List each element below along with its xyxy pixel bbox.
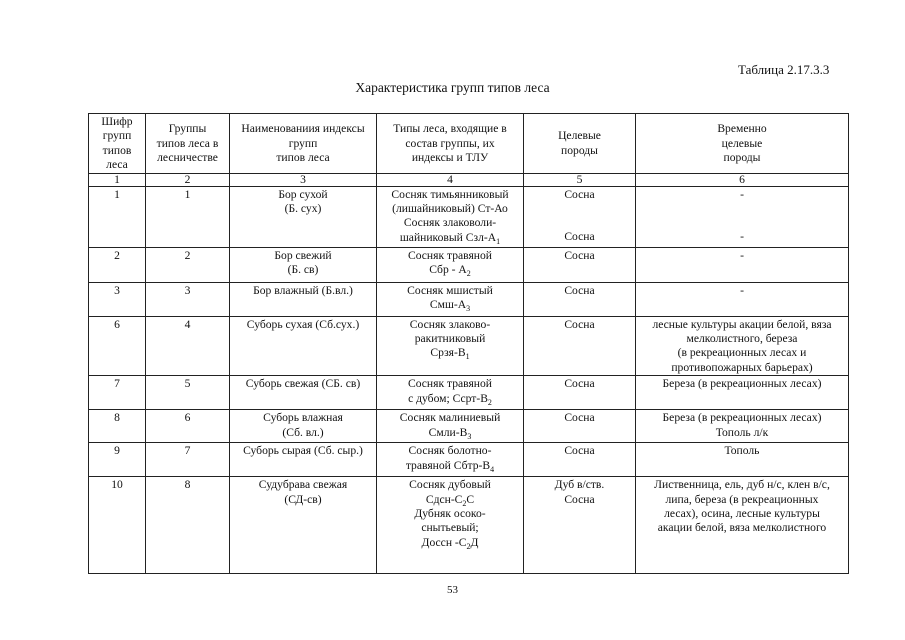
header-line: типов леса <box>276 151 330 165</box>
cell-text: Сбр - А <box>429 263 467 277</box>
table-row <box>89 186 849 247</box>
cell-text: ракитниковый <box>414 332 486 346</box>
cell-name <box>230 443 377 477</box>
cell-name <box>230 477 377 574</box>
cell-text: Суборь влажная <box>263 411 343 425</box>
cell-text: - <box>740 187 744 201</box>
cell-target-species <box>524 282 636 316</box>
cell-line <box>233 284 373 298</box>
cell-line <box>527 188 632 202</box>
cell-line <box>639 478 845 492</box>
cell-line <box>639 507 845 521</box>
cell-forest-types <box>377 477 524 574</box>
cell-line <box>380 298 520 312</box>
index-subscript: 3 <box>466 304 471 314</box>
cell-temporary-species <box>636 410 849 443</box>
cell-line <box>639 284 845 298</box>
cell-text: мелколистного, береза <box>686 332 798 346</box>
cell-text: Лиственница, ель, дуб н/с, клен в/с, <box>654 478 830 492</box>
cell-temporary-species <box>636 316 849 376</box>
table-row <box>89 376 849 410</box>
cell-group: 2 <box>146 247 230 282</box>
cell-temporary-species <box>636 282 849 316</box>
cell-text: Сосна <box>564 444 595 458</box>
cell-text: (СД-св) <box>284 492 322 506</box>
cell-line <box>233 444 373 458</box>
cell-text: Бор свежий <box>274 248 332 262</box>
cell-line <box>639 188 845 202</box>
cell-line <box>380 231 520 245</box>
cell-text: Сосняк тимьянниковый <box>391 187 509 201</box>
cell-text: Сосняк малиниевый <box>399 411 501 425</box>
cell-temporary-species <box>636 443 849 477</box>
cell-text: Сосняк дубовый <box>409 478 491 492</box>
cell-text: Сосна <box>564 411 595 425</box>
table-row <box>89 282 849 316</box>
cell-line <box>527 444 632 458</box>
cell-temporary-species <box>636 477 849 574</box>
cell-forest-types <box>377 247 524 282</box>
cell-line <box>380 493 520 507</box>
header-name <box>230 114 377 174</box>
cell-text: Сосна <box>564 187 595 201</box>
cell-line <box>527 377 632 391</box>
column-number: 1 <box>89 173 146 186</box>
cell-text: Сосна <box>564 283 595 297</box>
header-line: Целевые <box>558 129 601 143</box>
cell-line <box>380 332 520 346</box>
cell-group: 4 <box>146 316 230 376</box>
cell-text: Сосна <box>564 230 595 244</box>
index-subscript: 2 <box>466 269 471 279</box>
cell-temporary-species <box>636 247 849 282</box>
cell-line <box>639 318 845 332</box>
cell-text: с дубом; Ссрт-В <box>408 391 488 405</box>
cell-text: - <box>740 248 744 262</box>
cell-line <box>639 521 845 535</box>
header-temp <box>636 114 849 174</box>
cell-line <box>380 284 520 298</box>
cell-line <box>233 411 373 425</box>
cell-text: Сосняк болотно- <box>408 444 492 458</box>
cell-line <box>380 188 520 202</box>
cell-text: Береза (в рекреационных лесах) <box>662 377 822 391</box>
cell-line <box>380 411 520 425</box>
cell-line <box>639 426 845 440</box>
cell-text: Срзя-В <box>430 346 466 360</box>
header-line: Шифр <box>101 115 133 128</box>
cell-text: (Б. сух) <box>284 202 322 216</box>
cell-code: 8 <box>89 410 146 443</box>
table-number-label: Таблица 2.17.3.3 <box>738 62 830 77</box>
table-row <box>89 316 849 376</box>
index-subscript: 3 <box>467 431 472 441</box>
header-line: Типы леса, входящие в <box>393 122 507 136</box>
column-number: 2 <box>146 173 230 186</box>
cell-text: Тополь л/к <box>715 425 769 439</box>
cell-code: 7 <box>89 376 146 410</box>
index-subscript: 1 <box>465 352 470 362</box>
column-number: 3 <box>230 173 377 186</box>
cell-forest-types <box>377 282 524 316</box>
index-tail: С <box>466 492 475 506</box>
cell-target-species <box>524 376 636 410</box>
header-line: типов <box>102 143 132 157</box>
cell-line <box>527 249 632 263</box>
column-number: 5 <box>524 173 636 186</box>
cell-forest-types <box>377 186 524 247</box>
cell-line <box>639 249 845 263</box>
cell-text: Сдсн-С <box>425 492 463 506</box>
cell-text: Судубрава свежая <box>258 478 348 492</box>
header-line: Группы <box>168 122 207 136</box>
cell-text: снытьевый; <box>421 521 479 535</box>
page-number: 53 <box>447 584 458 596</box>
cell-target-species <box>524 443 636 477</box>
index-subscript: 1 <box>496 236 501 246</box>
cell-line <box>380 202 520 216</box>
cell-line <box>380 459 520 473</box>
cell-forest-types <box>377 443 524 477</box>
cell-group: 1 <box>146 186 230 247</box>
cell-line <box>639 361 845 375</box>
header-line: индексы и ТЛУ <box>411 151 489 165</box>
cell-temporary-species <box>636 186 849 247</box>
cell-group: 3 <box>146 282 230 316</box>
cell-line <box>527 284 632 298</box>
cell-text: (лишайниковый) Ст-Ао <box>392 202 508 216</box>
cell-code: 6 <box>89 316 146 376</box>
cell-text: Суборь сырая (Сб. сыр.) <box>243 444 363 458</box>
cell-temporary-species <box>636 376 849 410</box>
cell-text: Доссн -С <box>421 535 467 549</box>
cell-forest-types <box>377 376 524 410</box>
cell-line <box>380 478 520 492</box>
header-line: типов леса в <box>156 136 219 150</box>
cell-group: 7 <box>146 443 230 477</box>
header-line: породы <box>723 151 761 165</box>
cell-line <box>233 318 373 332</box>
forest-types-table <box>88 113 849 574</box>
header-types <box>377 114 524 174</box>
index-subscript: 4 <box>490 464 495 474</box>
header-target <box>524 114 636 174</box>
cell-line <box>639 332 845 346</box>
table-row <box>89 247 849 282</box>
cell-line <box>233 263 373 277</box>
cell-line <box>233 478 373 492</box>
cell-text: лесах), осина, лесные культуры <box>664 507 820 521</box>
cell-target-species <box>524 477 636 574</box>
cell-text: липа, береза (в рекреационных <box>665 492 819 506</box>
cell-text: Смли-В <box>428 425 468 439</box>
cell-line <box>380 263 520 277</box>
cell-line <box>233 426 373 440</box>
cell-code: 10 <box>89 477 146 574</box>
cell-text: Смш-А <box>429 298 467 312</box>
cell-text: Сосняк злаково- <box>409 317 491 331</box>
cell-target-species <box>524 186 636 247</box>
cell-text: Сосна <box>564 248 595 262</box>
cell-code: 9 <box>89 443 146 477</box>
cell-text: - <box>740 230 744 244</box>
cell-group: 8 <box>146 477 230 574</box>
header-row <box>89 114 849 174</box>
cell-text: - <box>740 283 744 297</box>
cell-name <box>230 376 377 410</box>
cell-line <box>380 426 520 440</box>
cell-line <box>639 411 845 425</box>
cell-name <box>230 247 377 282</box>
column-number: 4 <box>377 173 524 186</box>
cell-text: Тополь <box>724 444 760 458</box>
cell-line <box>527 411 632 425</box>
table-title: Характеристика групп типов леса <box>355 80 550 95</box>
cell-text: Дуб в/ств. <box>554 478 605 492</box>
cell-line <box>380 249 520 263</box>
cell-line <box>380 318 520 332</box>
cell-line <box>639 230 845 244</box>
cell-line <box>639 346 845 360</box>
index-tail: Д <box>470 535 479 549</box>
cell-line <box>380 377 520 391</box>
header-line: целевые <box>721 136 763 150</box>
header-line: лесничестве <box>157 151 218 165</box>
table-row <box>89 477 849 574</box>
cell-line <box>233 249 373 263</box>
cell-line <box>639 377 845 391</box>
cell-target-species <box>524 316 636 376</box>
cell-text: противопожарных барьерах) <box>671 360 813 374</box>
cell-line <box>380 536 520 550</box>
cell-line <box>233 493 373 507</box>
column-number-row <box>89 173 849 186</box>
cell-text: Суборь свежая (СБ. св) <box>245 377 361 391</box>
header-group <box>146 114 230 174</box>
cell-group: 6 <box>146 410 230 443</box>
table-row <box>89 410 849 443</box>
cell-forest-types <box>377 316 524 376</box>
cell-code: 3 <box>89 282 146 316</box>
cell-text: Дубняк осоко- <box>414 507 486 521</box>
column-number: 6 <box>636 173 849 186</box>
cell-line <box>527 318 632 332</box>
cell-text: (Б. св) <box>287 263 319 277</box>
cell-line <box>380 216 520 230</box>
cell-line <box>380 521 520 535</box>
cell-name <box>230 316 377 376</box>
cell-line <box>380 444 520 458</box>
cell-line <box>639 493 845 507</box>
cell-text: Сосняк мшистый <box>407 283 493 297</box>
cell-text: Береза (в рекреационных лесах) <box>662 411 822 425</box>
cell-line <box>527 478 632 492</box>
cell-name <box>230 410 377 443</box>
cell-text: Бор сухой <box>278 187 328 201</box>
header-line: состав группы, их <box>405 136 495 150</box>
cell-text: травяной Сбтр-В <box>405 458 491 472</box>
cell-line <box>233 188 373 202</box>
header-line: Временно <box>717 122 767 136</box>
header-line: породы <box>561 143 598 157</box>
cell-line <box>380 507 520 521</box>
cell-name <box>230 282 377 316</box>
cell-line <box>639 444 845 458</box>
cell-target-species <box>524 247 636 282</box>
cell-group: 5 <box>146 376 230 410</box>
index-subscript: 2 <box>466 541 471 551</box>
cell-text: Сосняк злаковоли- <box>403 216 497 230</box>
cell-line <box>233 377 373 391</box>
cell-text: (в рекреационных лесах и <box>677 346 807 360</box>
cell-text: Сосна <box>564 492 595 506</box>
table-row <box>89 443 849 477</box>
cell-line <box>380 392 520 406</box>
cell-line <box>527 493 632 507</box>
cell-forest-types <box>377 410 524 443</box>
header-line: групп <box>102 129 132 143</box>
cell-text: (Сб. вл.) <box>282 425 324 439</box>
cell-line <box>233 202 373 216</box>
cell-code: 2 <box>89 247 146 282</box>
cell-code: 1 <box>89 186 146 247</box>
header-code <box>89 114 146 174</box>
cell-line <box>380 346 520 360</box>
cell-text: Сосна <box>564 377 595 391</box>
index-subscript: 2 <box>487 397 492 407</box>
cell-text: Бор влажный (Б.вл.) <box>253 283 353 297</box>
cell-text: шайниковый Сзл-А <box>399 230 497 244</box>
cell-name <box>230 186 377 247</box>
cell-text: Сосняк травяной <box>407 248 493 262</box>
cell-text: акации белой, вяза мелколистного <box>657 521 827 535</box>
cell-line <box>527 230 632 244</box>
header-line: Наименованиия индексы <box>241 122 365 136</box>
header-line: леса <box>106 158 128 172</box>
cell-text: Сосняк травяной <box>407 377 493 391</box>
header-line: групп <box>288 136 318 150</box>
cell-text: Суборь сухая (Сб.сух.) <box>246 317 360 331</box>
cell-text: лесные культуры акации белой, вяза <box>652 317 832 331</box>
cell-target-species <box>524 410 636 443</box>
index-subscript: 2 <box>462 498 467 508</box>
cell-text: Сосна <box>564 317 595 331</box>
